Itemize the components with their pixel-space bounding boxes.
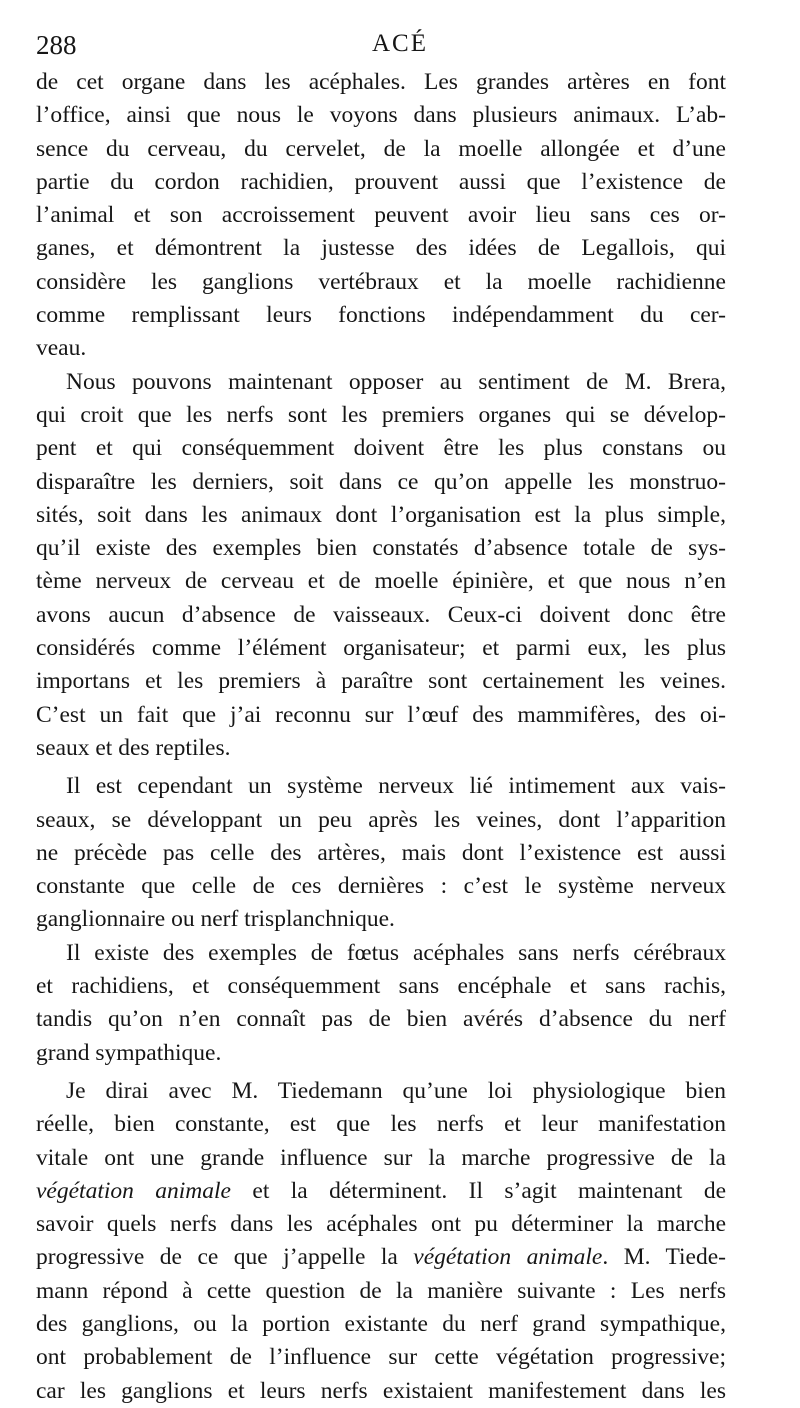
text-line: seaux et des reptiles. xyxy=(36,734,231,761)
text-line: l’animal et son accroissement peuvent avoir lieu sans ces or- xyxy=(36,202,726,229)
text-line: importans et les premiers à paraître sont certainement les veines. xyxy=(36,668,726,695)
text-line: Je dirai avec M. Tiedemann qu’une loi physiologique bien xyxy=(66,1077,726,1104)
text-line: l’office, ainsi que nous le voyons dans plusieurs animaux. L’ab- xyxy=(36,102,726,129)
text-segment: et la déterminent. Il s’agit maintenant de xyxy=(231,1177,726,1204)
text-segment: . M. Tiede- xyxy=(602,1244,726,1271)
text-line: de cet organe dans les acéphales. Les grandes artères en font xyxy=(36,69,726,95)
text-line: considère les ganglions vertébraux et la moelle rachidienne xyxy=(36,268,726,295)
text-line: C’est un fait que j’ai reconnu sur l’œuf des mammifères, des oi- xyxy=(36,701,726,728)
text-line: sence du cerveau, du cervelet, de la moelle allongée et d’une xyxy=(36,135,726,162)
text-line: vitale ont une grande influence sur la marche progressive de la xyxy=(36,1144,726,1171)
text-line: qu’il existe des exemples bien constatés d’absence totale de sys- xyxy=(36,535,726,562)
italic-phrase: végétation animale xyxy=(36,1177,231,1204)
text-line: ne précède pas celle des artères, mais dont l’existence est aussi xyxy=(36,839,726,866)
text-line: ont probablement de l’influence sur cette végétation progressive; xyxy=(36,1344,726,1371)
text-line: qui croit que les nerfs sont les premiers organes qui se dévelop- xyxy=(36,401,726,428)
text-line: avons aucun d’absence de vaisseaux. Ceux-ci doivent donc être xyxy=(36,601,726,628)
text-segment: progressive de ce que j’appelle la xyxy=(36,1244,414,1271)
text-line: savoir quels nerfs dans les acéphales ont pu déterminer la marche xyxy=(36,1211,726,1238)
text-line: veau. xyxy=(36,335,87,362)
text-line: seaux, se développant un peu après les veines, dont l’apparition xyxy=(36,806,726,833)
text-line: des ganglions, ou la portion existante du nerf grand sympathique, xyxy=(36,1310,726,1337)
running-head: ACÉ xyxy=(372,30,428,57)
text-line: tandis qu’on n’en connaît pas de bien avérés d’absence du nerf xyxy=(36,1006,726,1033)
text-line: disparaître les derniers, soit dans ce qu’on appelle les monstruo- xyxy=(36,468,726,495)
text-line: grand sympathique. xyxy=(36,1039,222,1066)
text-line: et rachidiens, et conséquemment sans encéphale et sans rachis, xyxy=(36,973,726,1000)
italic-phrase: végétation animale xyxy=(413,1244,603,1271)
text-line xyxy=(36,1241,726,1274)
text-line: Il est cependant un système nerveux lié intimement aux vais- xyxy=(66,773,726,800)
text-line: ganglionnaire ou nerf trisplanchnique. xyxy=(36,906,395,933)
page-header xyxy=(36,30,764,64)
text-line: constante que celle de ces dernières : c’est le système nerveux xyxy=(36,873,726,900)
text-line: tème nerveux de cerveau et de moelle épinière, et que nous n’en xyxy=(36,568,726,595)
text-line: pent et qui conséquemment doivent être les plus constans ou xyxy=(36,435,726,462)
text-line xyxy=(36,1175,726,1208)
text-line: Il existe des exemples de fœtus acéphales sans nerfs cérébraux xyxy=(66,939,726,966)
text-line: car les ganglions et leurs nerfs existaient manifestement dans les xyxy=(36,1377,726,1404)
text-line: réelle, bien constante, est que les nerfs et leur manifestation xyxy=(36,1111,726,1138)
text-line: comme remplissant leurs fonctions indépendamment du cer- xyxy=(36,302,726,329)
text-line: partie du cordon rachidien, prouvent aussi que l’existence de xyxy=(36,168,726,195)
text-line: considérés comme l’élément organisateur; et parmi eux, les plus xyxy=(36,635,726,662)
text-line: Nous pouvons maintenant opposer au sentiment de M. Brera, xyxy=(66,368,726,395)
text-line: mann répond à cette question de la manière suivante : Les nerfs xyxy=(36,1277,726,1304)
text-line: ganes, et démontrent la justesse des idées de Legallois, qui xyxy=(36,235,726,262)
page-number: 288 xyxy=(36,30,77,60)
body-text xyxy=(36,66,726,1408)
text-line: sités, soit dans les animaux dont l’organisation est la plus simple, xyxy=(36,501,726,528)
